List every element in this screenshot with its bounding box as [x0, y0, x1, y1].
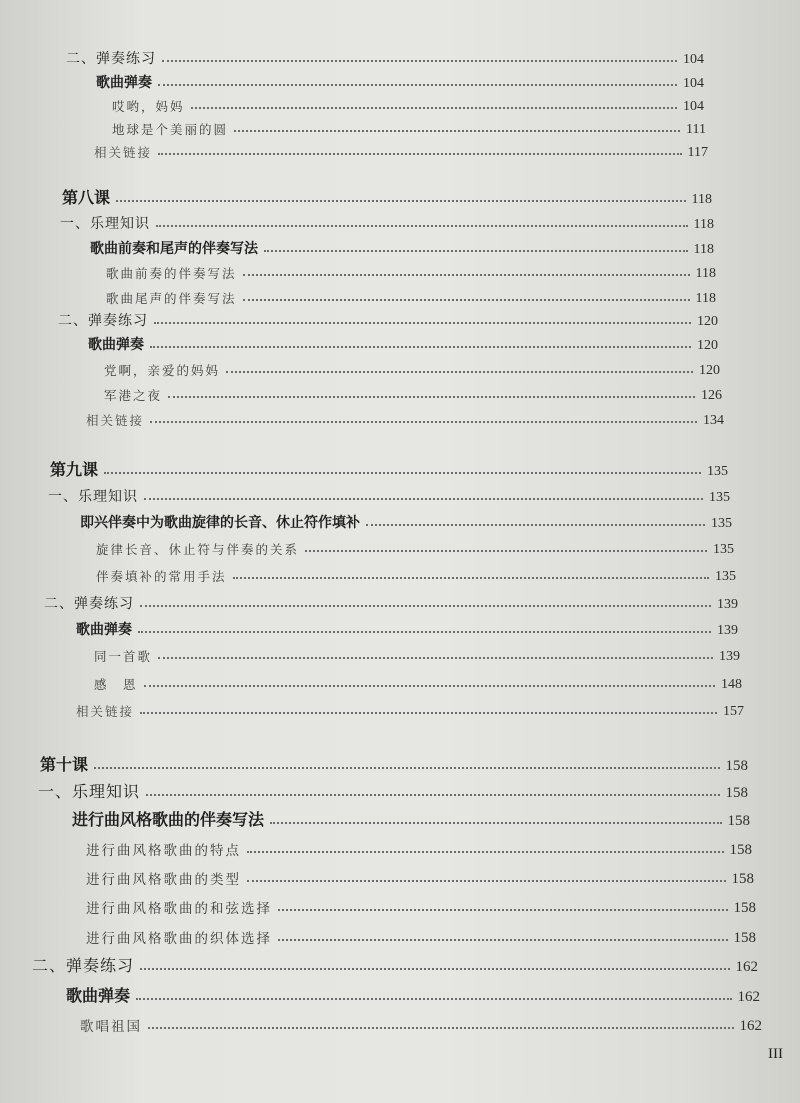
toc-entry-title: 歌曲弹奏 [88, 337, 144, 353]
toc-lesson-9 [50, 456, 728, 480]
toc-lesson-10 [40, 751, 748, 775]
toc-entry-title: 感 恩 [94, 677, 138, 692]
toc-entry-title: 歌曲尾声的伴奏写法 [106, 291, 237, 306]
toc-entry-title: 哎哟，妈妈 [112, 99, 185, 114]
toc-entry-title: 伴奏填补的常用手法 [96, 569, 227, 584]
toc-entry-title: 进行曲风格歌曲的类型 [86, 872, 241, 888]
toc-page-number: 104 [683, 52, 704, 67]
leader-dots [138, 631, 711, 633]
toc-page-number: 118 [695, 266, 716, 281]
toc-section [58, 306, 718, 330]
toc-entry-title: 第九课 [50, 460, 99, 479]
leader-dots [264, 250, 688, 252]
leader-dots [168, 396, 695, 398]
toc-entry-title: 进行曲风格歌曲的特点 [86, 843, 241, 859]
leader-dots [234, 130, 680, 132]
toc-topic [72, 806, 750, 830]
toc-related-links [86, 405, 724, 429]
toc-item [104, 355, 720, 379]
toc-page-number: 111 [686, 122, 706, 137]
toc-item [86, 893, 756, 917]
leader-dots [104, 472, 701, 474]
toc-item [96, 561, 736, 585]
toc-item [112, 114, 706, 138]
leader-dots [146, 794, 719, 796]
leader-dots [94, 767, 719, 769]
toc-page-number: 162 [737, 989, 760, 1005]
toc-entry-title: 歌曲弹奏 [96, 75, 152, 91]
toc-topic [80, 508, 732, 532]
toc-entry-title: 一、乐理知识 [48, 489, 138, 505]
toc-page-number: 118 [693, 217, 714, 232]
toc-item [94, 669, 742, 693]
toc-item [106, 283, 716, 307]
leader-dots [270, 822, 721, 824]
toc-page-number: 139 [717, 597, 738, 612]
toc-entry-title: 进行曲风格歌曲的织体选择 [86, 931, 272, 947]
toc-entry-title: 相关链接 [76, 704, 135, 719]
toc-page-number: 135 [707, 464, 728, 479]
leader-dots [136, 998, 731, 1000]
leader-dots [243, 299, 690, 301]
leader-dots [148, 1027, 734, 1029]
toc-item [96, 534, 734, 558]
toc-entry-title: 第十课 [40, 755, 89, 774]
toc-item [106, 258, 716, 282]
leader-dots [247, 880, 726, 882]
toc-page-number: 162 [739, 1018, 762, 1034]
toc-item [104, 380, 722, 404]
toc-item [86, 835, 752, 859]
leader-dots [144, 685, 715, 687]
toc-page-number: 158 [725, 758, 748, 774]
toc-entry-title: 相关链接 [94, 145, 153, 160]
leader-dots [140, 605, 711, 607]
leader-dots [278, 909, 728, 911]
leader-dots [154, 322, 691, 324]
leader-dots [243, 274, 690, 276]
toc-topic [96, 68, 704, 92]
toc-entry-title: 歌曲前奏和尾声的伴奏写法 [90, 241, 258, 257]
leader-dots [366, 524, 705, 526]
toc-entry-title: 进行曲风格歌曲的和弦选择 [86, 901, 272, 917]
toc-related-links [94, 137, 708, 161]
toc-page-number: 118 [691, 192, 712, 207]
toc-section [60, 209, 714, 233]
toc-page-number: 139 [719, 649, 740, 664]
toc-page-number: 118 [695, 291, 716, 306]
toc-entry-title: 二、弹奏练习 [66, 51, 156, 67]
leader-dots [233, 577, 709, 579]
leader-dots [150, 421, 697, 423]
toc-entry-title: 军港之夜 [104, 388, 163, 403]
toc-page-number: 134 [703, 413, 724, 428]
toc-topic [88, 330, 718, 354]
toc-page-number: 135 [711, 516, 732, 531]
leader-dots [116, 200, 686, 202]
toc-topic [90, 234, 714, 258]
toc-entry-title: 党啊，亲爱的妈妈 [104, 363, 221, 378]
toc-item [80, 1011, 762, 1035]
toc-page-number: 120 [699, 363, 720, 378]
toc-entry-title: 二、弹奏练习 [58, 313, 148, 329]
toc-page-number: 104 [683, 76, 704, 91]
toc-entry-title: 歌曲前奏的伴奏写法 [106, 266, 237, 281]
toc-entry-title: 地球是个美丽的圆 [112, 122, 229, 137]
toc-page-number: 158 [725, 785, 748, 801]
toc-page-number: 120 [697, 314, 718, 329]
leader-dots [156, 225, 688, 227]
toc-page-number: 157 [723, 704, 744, 719]
toc-entry-title: 二、弹奏练习 [44, 596, 134, 612]
toc-related-links [76, 696, 744, 720]
toc-section [66, 44, 704, 68]
toc-item [86, 864, 754, 888]
leader-dots [278, 939, 728, 941]
toc-entry-title: 旋律长音、休止符与伴奏的关系 [96, 542, 300, 557]
toc-page-number: 158 [731, 871, 754, 887]
leader-dots [226, 371, 693, 373]
toc-page-number: 162 [735, 959, 758, 975]
toc-section [48, 482, 730, 506]
toc-page-number: 135 [715, 569, 736, 584]
toc-entry-title: 相关链接 [86, 413, 145, 428]
toc-page-number: 135 [713, 542, 734, 557]
toc-item [94, 641, 740, 665]
leader-dots [162, 60, 677, 62]
toc-lesson-8 [62, 184, 712, 208]
toc-page-number: 158 [733, 900, 756, 916]
leader-dots [158, 84, 677, 86]
toc-entry-title: 歌唱祖国 [80, 1019, 142, 1035]
leader-dots [305, 550, 707, 552]
toc-entry-title: 即兴伴奏中为歌曲旋律的长音、休止符作填补 [80, 515, 360, 531]
toc-page-number: 118 [693, 242, 714, 257]
toc-page-number: 117 [687, 145, 708, 160]
toc-section [32, 952, 758, 976]
toc-page-number: 158 [733, 930, 756, 946]
leader-dots [191, 107, 677, 109]
toc-entry-title: 二、弹奏练习 [32, 956, 135, 975]
toc-page-number: 104 [683, 99, 704, 114]
toc-page-number: 158 [729, 842, 752, 858]
toc-page-number: 120 [697, 338, 718, 353]
toc-entry-title: 进行曲风格歌曲的伴奏写法 [72, 810, 265, 829]
toc-entry-title: 一、乐理知识 [60, 216, 150, 232]
leader-dots [247, 851, 724, 853]
toc-entry-title: 第八课 [62, 188, 111, 207]
toc-entry-title: 一、乐理知识 [38, 782, 141, 801]
toc-page-number: 135 [709, 490, 730, 505]
leader-dots [158, 657, 713, 659]
toc-section [44, 589, 738, 613]
toc-entry-title: 歌曲弹奏 [66, 986, 131, 1005]
toc-topic [66, 982, 760, 1006]
leader-dots [140, 712, 717, 714]
leader-dots [150, 346, 691, 348]
leader-dots [144, 498, 703, 500]
toc-page-number: 158 [727, 813, 750, 829]
toc-item [86, 923, 756, 947]
toc-section [38, 778, 748, 802]
leader-dots [140, 968, 729, 970]
toc-entry-title: 歌曲弹奏 [76, 622, 132, 638]
toc-page-number: 126 [701, 388, 722, 403]
page-number: III [768, 1046, 783, 1062]
toc-page-number: 148 [721, 677, 742, 692]
toc-item [112, 91, 704, 115]
toc-page-number: 139 [717, 623, 738, 638]
toc-entry-title: 同一首歌 [94, 649, 153, 664]
toc-topic [76, 615, 738, 639]
leader-dots [158, 153, 682, 155]
